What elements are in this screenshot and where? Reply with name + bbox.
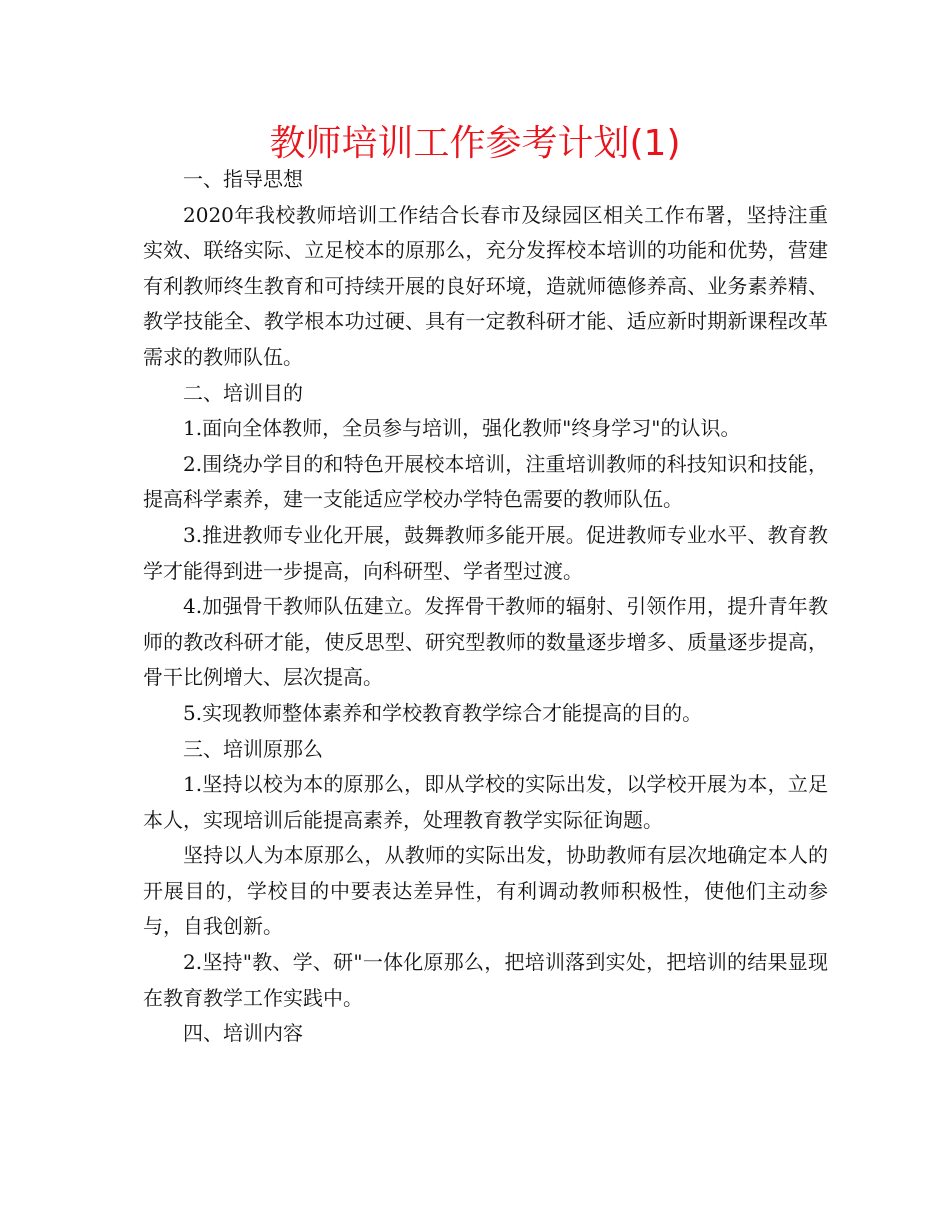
list-item: 2.围绕办学目的和特色开展校本培训，注重培训教师的科技知识和技能，提高科学素养，建一支能适应学校办学特色需要的教师队伍。 (143, 451, 828, 512)
paragraph: 2020年我校教师培训工作结合长春市及绿园区相关工作布署，坚持注重实效、联络实际、立足校本的原那么，充分发挥校本培训的功能和优势，营建有利教师终生教育和可持续开展的良好环境，造就师德修养高、业务素养精、教学技能全、教学根本功过硬、具有一定教科研才能、适应新时期新课程改革需求的教师队伍。 (143, 202, 828, 369)
list-item: 1.面向全体教师，全员参与培训，强化教师"终身学习"的认识。 (183, 416, 741, 441)
heading-guiding-ideology: 一、指导思想 (183, 167, 303, 191)
paragraph: 坚持以人为本原那么，从教师的实际出发，协助教师有层次地确定本人的开展目的，学校目的中要表达差异性，有利调动教师积极性，使他们主动参与，自我创新。 (143, 843, 828, 939)
list-item: 3.推进教师专业化开展，鼓舞教师多能开展。促进教师专业水平、教育教学才能得到进一步提高，向科研型、学者型过渡。 (143, 522, 828, 583)
document-body (143, 162, 828, 1052)
heading-training-principles: 三、培训原那么 (183, 736, 323, 761)
list-item: 4.加强骨干教师队伍建立。发挥骨干教师的辐射、引领作用，提升青年教师的教改科研才能，使反思型、研究型教师的数量逐步增多、质量逐步提高，骨干比例增大、层次提高。 (143, 594, 828, 690)
list-item: 1.坚持以校为本的原那么，即从学校的实际出发，以学校开展为本，立足本人，实现培训后能提高素养，处理教育教学实际征询题。 (143, 772, 828, 832)
heading-training-goals: 二、培训目的 (183, 380, 303, 405)
heading-training-content: 四、培训内容 (183, 1021, 303, 1046)
list-item: 2.坚持"教、学、研"一体化原那么，把培训落到实处，把培训的结果显现在教育教学工作实践中。 (143, 950, 828, 1010)
document-title: 教师培训工作参考计划(1) (269, 123, 681, 164)
list-item: 5.实现教师整体素养和学校教育教学综合才能提高的目的。 (183, 700, 703, 725)
